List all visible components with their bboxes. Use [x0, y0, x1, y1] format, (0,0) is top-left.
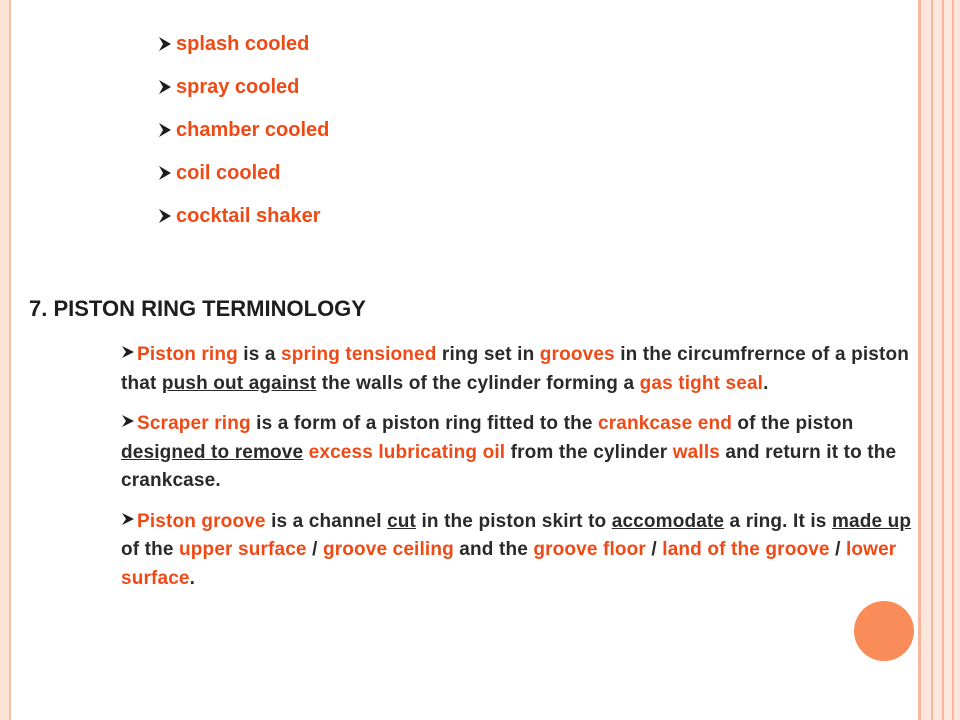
list-item-label: coil cooled — [176, 162, 281, 184]
paragraph-text: is a channel — [265, 510, 388, 532]
frame-stripe — [931, 0, 933, 720]
underlined-phrase: cut — [387, 510, 417, 532]
paragraph-text: . — [763, 372, 769, 394]
arrow-bullet-icon — [158, 201, 172, 231]
paragraph-text: and the — [453, 539, 534, 560]
arrow-bullet-icon — [121, 508, 135, 530]
highlighted-term: walls — [672, 441, 720, 463]
section-title: 7. PISTON RING TERMINOLOGY — [29, 296, 366, 321]
paragraph-text: in the piston skirt to — [416, 510, 612, 532]
highlighted-term: grooves — [539, 344, 615, 365]
paragraph-piston-groove — [121, 508, 931, 594]
arrow-bullet-icon — [158, 29, 172, 59]
paragraph-piston-ring — [121, 341, 931, 398]
highlighted-term: gas tight seal — [639, 372, 764, 394]
paragraph-text: and return it to the crankcase. — [121, 441, 897, 491]
paragraph-scraper-ring — [121, 410, 931, 496]
frame-stripe — [942, 0, 944, 720]
list-item — [158, 201, 329, 244]
terminology-paragraphs — [121, 341, 931, 605]
paragraph-text: is a form of a piston ring fitted to the — [250, 413, 598, 434]
paragraph-text: in the circumfrernce of a piston that — [121, 344, 909, 394]
frame-stripe — [952, 0, 954, 720]
underlined-phrase: accomodate — [611, 510, 725, 532]
list-item-label: splash cooled — [176, 33, 310, 55]
circle-icon — [854, 601, 914, 661]
paragraph-text: the walls of the cylinder forming a — [316, 372, 640, 394]
paragraph-text: is a — [237, 344, 282, 365]
list-item-label: chamber cooled — [176, 119, 330, 141]
paragraph-text: of the — [121, 539, 180, 560]
highlighted-term: excess lubricating oil — [308, 441, 506, 463]
cooling-types-list — [158, 29, 329, 244]
highlighted-term: land of the groove — [662, 539, 830, 560]
underlined-phrase: push out against — [161, 372, 317, 394]
highlighted-term: crankcase end — [597, 413, 732, 434]
highlighted-term: upper surface — [179, 539, 307, 560]
arrow-bullet-icon — [158, 115, 172, 145]
arrow-bullet-icon — [121, 410, 135, 432]
arrow-bullet-icon — [121, 341, 135, 363]
list-item — [158, 29, 329, 72]
list-item — [158, 72, 329, 115]
paragraph-text: . — [189, 567, 196, 589]
highlighted-term: Piston groove — [137, 510, 266, 532]
arrow-bullet-icon — [158, 158, 172, 188]
paragraph-text: from the cylinder — [505, 441, 673, 463]
paragraph-text: of the piston — [731, 413, 854, 434]
highlighted-term: groove ceiling — [322, 539, 454, 560]
paragraph-text: / — [306, 539, 323, 560]
paragraph-text: / — [829, 539, 846, 560]
left-frame-border — [0, 0, 11, 720]
highlighted-term: Piston ring — [137, 344, 238, 365]
underlined-phrase: made up — [831, 510, 912, 532]
highlighted-term: lower surface — [121, 539, 897, 589]
paragraph-text: a ring. It is — [724, 510, 832, 532]
paragraph-text: / — [645, 539, 663, 560]
paragraph-text: ring set in — [436, 344, 540, 365]
underlined-phrase: designed to remove — [121, 441, 304, 463]
list-item-label: cocktail shaker — [176, 205, 321, 227]
list-item — [158, 158, 329, 201]
highlighted-term: spring tensioned — [281, 344, 437, 365]
list-item-label: spray cooled — [176, 76, 300, 98]
highlighted-term: Scraper ring — [137, 413, 251, 434]
list-item — [158, 115, 329, 158]
highlighted-term: groove floor — [533, 539, 646, 560]
arrow-bullet-icon — [158, 72, 172, 102]
